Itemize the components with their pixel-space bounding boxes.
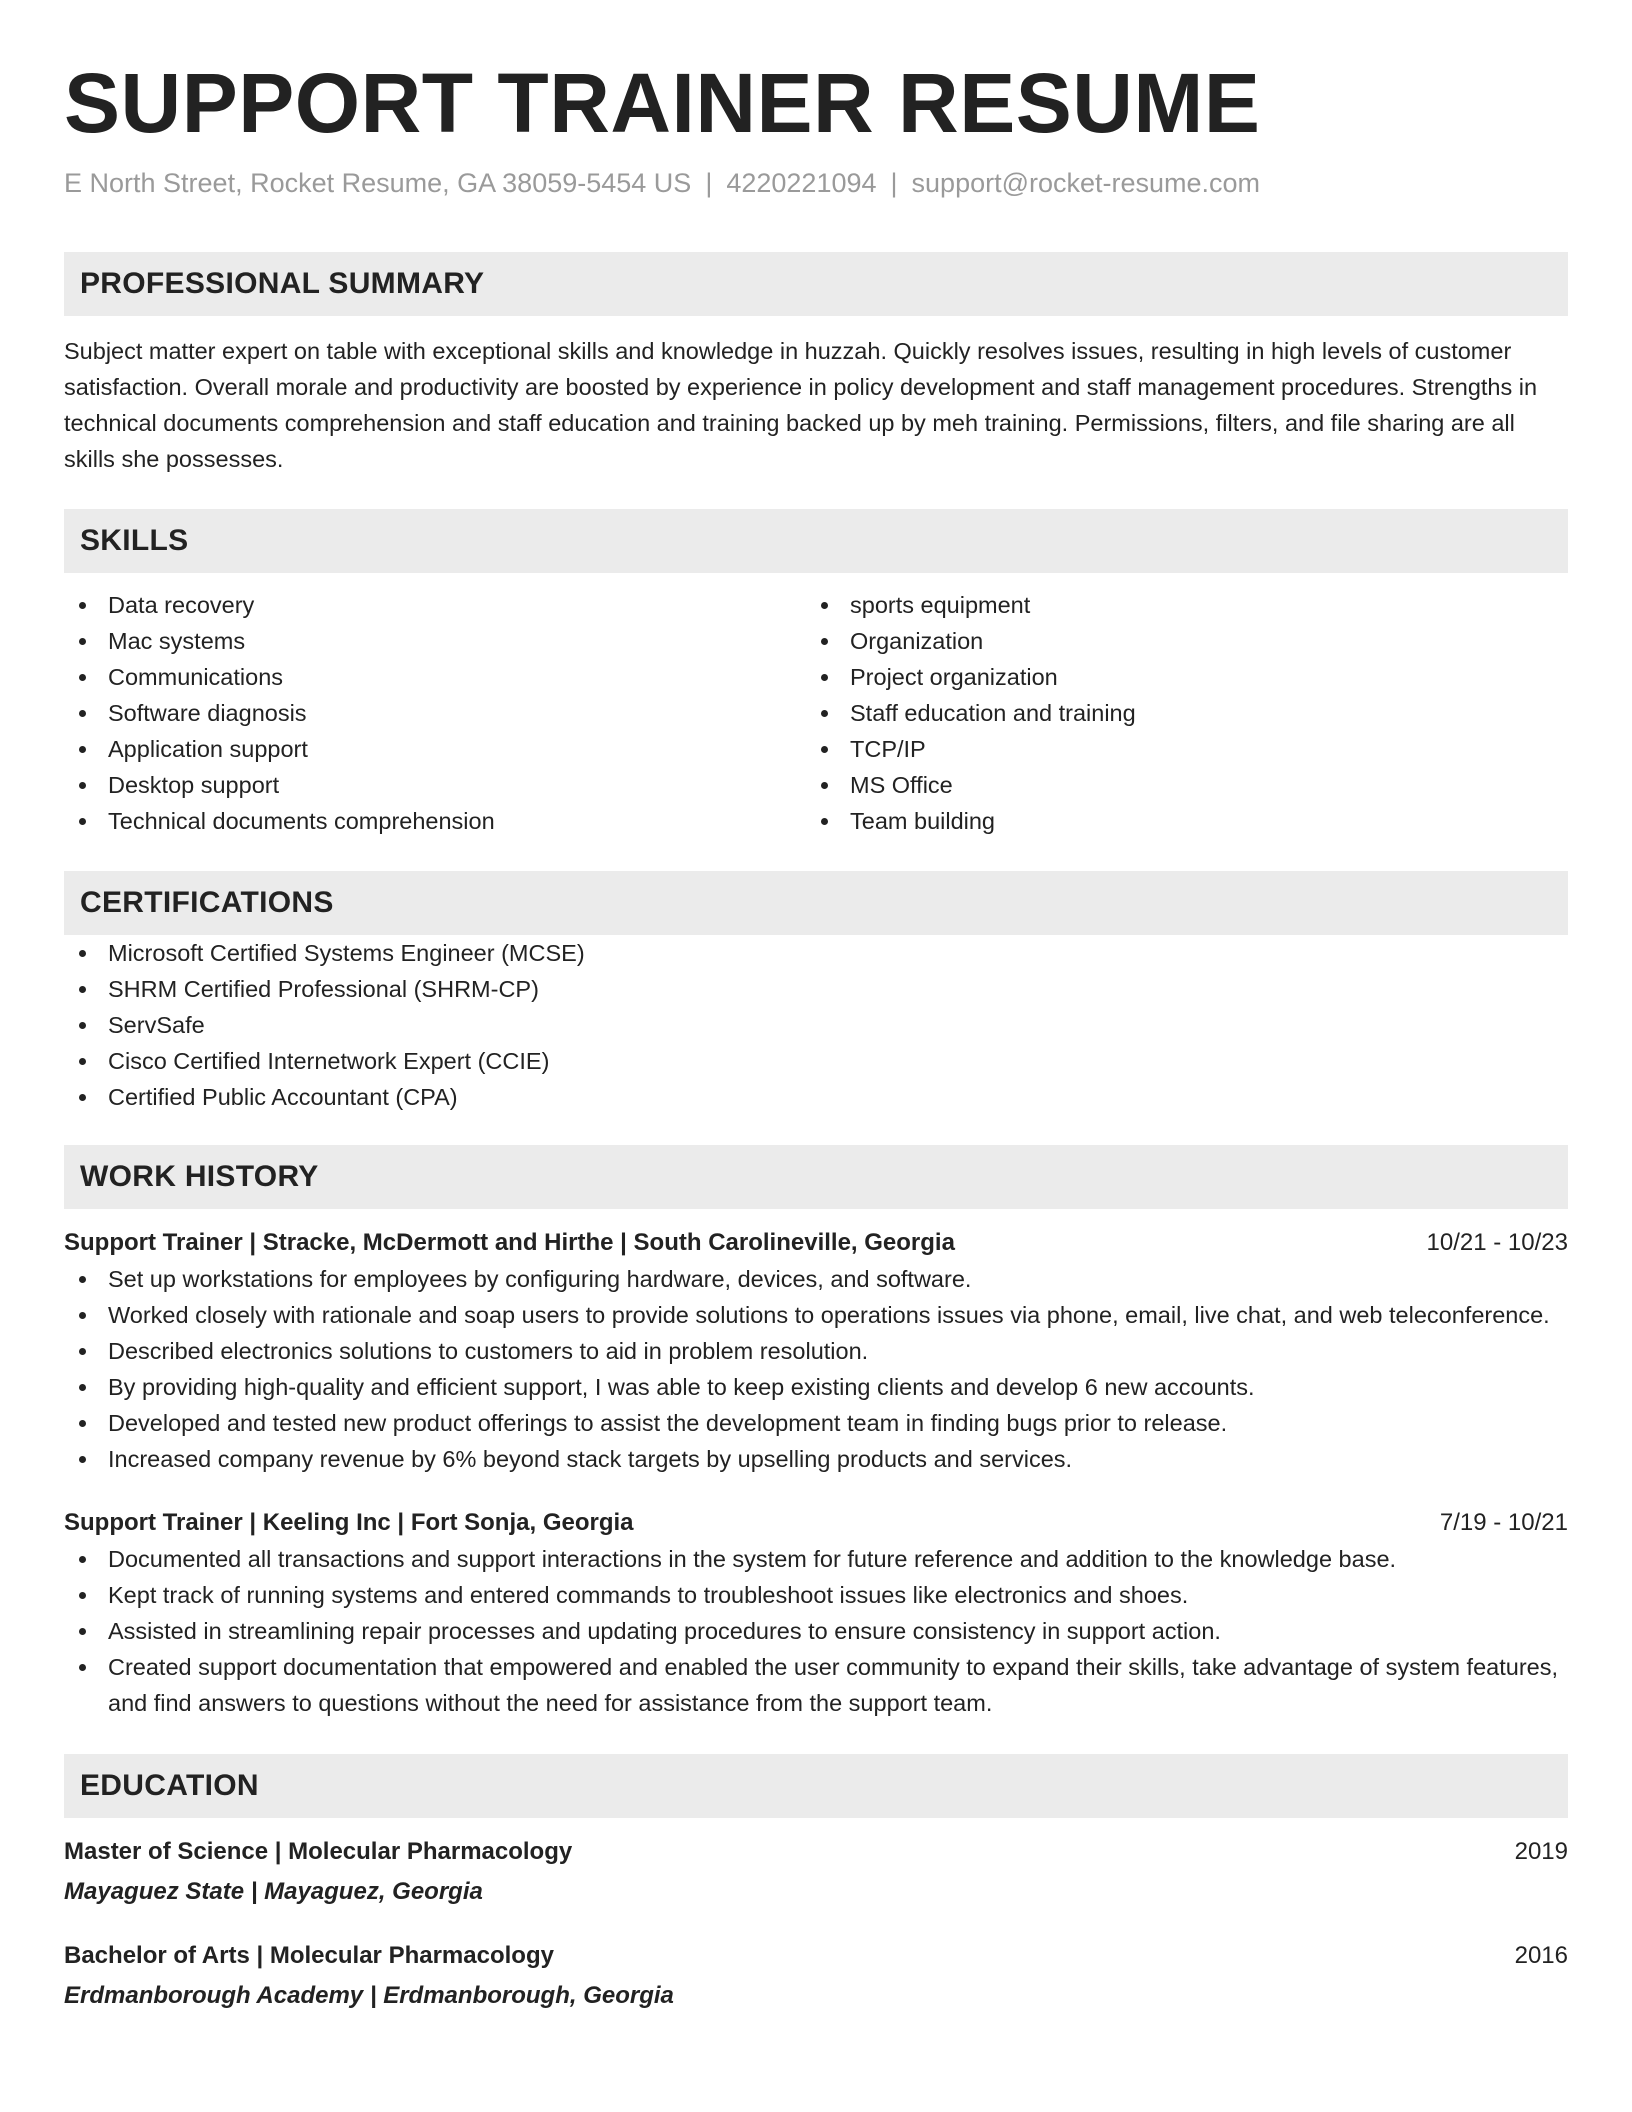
education-school: Erdmanborough Academy | Erdmanborough, Georgia <box>64 1982 674 2009</box>
summary-text: Subject matter expert on table with exceptional skills and knowledge in huzzah. Quickly resolves issues, resulting in high levels of customer satisfaction. Overall morale and productivity are boosted by experience in policy development and staff management procedures. Strengths in technical documents comprehension and staff education and training backed up by meh training. Permissions, filters, and file sharing are all skills she possesses. <box>64 338 1538 472</box>
section-heading-skills: SKILLS <box>64 509 1568 573</box>
contact-email: support@rocket-resume.com <box>911 168 1261 198</box>
resume-title: SUPPORT TRAINER RESUME <box>64 56 1261 150</box>
skills-list-left <box>64 587 806 839</box>
skills-list-right <box>806 587 1548 839</box>
job-dates: 7/19 - 10/21 <box>1439 1509 1568 1536</box>
skill-item: Team building <box>806 803 1548 839</box>
skill-item: Application support <box>64 731 806 767</box>
section-heading-education: EDUCATION <box>64 1754 1568 1818</box>
job-dates: 10/21 - 10/23 <box>1426 1229 1568 1256</box>
skill-item: Data recovery <box>64 587 806 623</box>
section-heading-certifications: CERTIFICATIONS <box>64 871 1568 935</box>
certification-item: SHRM Certified Professional (SHRM-CP) <box>64 971 1568 1007</box>
certifications-list <box>64 935 1568 1115</box>
education-year: 2019 <box>1514 1838 1568 1865</box>
skills-grid <box>64 587 1568 839</box>
skill-item: sports equipment <box>806 587 1548 623</box>
section-heading-summary: PROFESSIONAL SUMMARY <box>64 252 1568 316</box>
job-bullet: Set up workstations for employees by configuring hardware, devices, and software. <box>64 1261 1568 1297</box>
job-bullet: By providing high-quality and efficient support, I was able to keep existing clients and develop 6 new accounts. <box>64 1369 1568 1405</box>
skill-item: Communications <box>64 659 806 695</box>
education-degree: Bachelor of Arts | Molecular Pharmacology <box>64 1942 554 1969</box>
skill-item: Software diagnosis <box>64 695 806 731</box>
certification-item: Microsoft Certified Systems Engineer (MCSE) <box>64 935 1568 971</box>
skill-item: Project organization <box>806 659 1548 695</box>
contact-separator: | <box>705 168 713 198</box>
job-bullet: Documented all transactions and support interactions in the system for future reference and addition to the knowledge base. <box>64 1541 1568 1577</box>
skill-item: Desktop support <box>64 767 806 803</box>
job-bullets <box>64 1541 1568 1721</box>
job-bullet: Kept track of running systems and entered commands to troubleshoot issues like electronics and shoes. <box>64 1577 1568 1613</box>
job-bullet: Worked closely with rationale and soap users to provide solutions to operations issues via phone, email, live chat, and web teleconference. <box>64 1297 1568 1333</box>
job-header <box>64 1505 1568 1541</box>
skill-item: Technical documents comprehension <box>64 803 806 839</box>
job-title: Support Trainer | Keeling Inc | Fort Sonja, Georgia <box>64 1509 634 1536</box>
education-header <box>64 1834 1568 1870</box>
job-bullet: Increased company revenue by 6% beyond stack targets by upselling products and services. <box>64 1441 1568 1477</box>
job-bullet: Created support documentation that empowered and enabled the user community to expand their skills, take advantage of system features, and find answers to questions without the need for assistance from the support team. <box>64 1649 1568 1721</box>
job-bullet: Assisted in streamlining repair processes and updating procedures to ensure consistency in support action. <box>64 1613 1568 1649</box>
skill-item: Staff education and training <box>806 695 1548 731</box>
job-header <box>64 1225 1568 1261</box>
contact-separator: | <box>890 168 898 198</box>
job-title: Support Trainer | Stracke, McDermott and Hirthe | South Carolineville, Georgia <box>64 1229 955 1256</box>
resume-page <box>64 0 1568 2014</box>
contact-phone: 4220221094 <box>726 168 877 198</box>
skill-item: TCP/IP <box>806 731 1548 767</box>
skill-item: Organization <box>806 623 1548 659</box>
skill-item: Mac systems <box>64 623 806 659</box>
section-heading-work-history: WORK HISTORY <box>64 1145 1568 1209</box>
contact-address: E North Street, Rocket Resume, GA 38059-5454 US <box>64 168 692 198</box>
job-bullets <box>64 1261 1568 1477</box>
contact-line <box>64 166 1568 200</box>
certification-item: ServSafe <box>64 1007 1568 1043</box>
education-degree: Master of Science | Molecular Pharmacology <box>64 1838 573 1865</box>
certification-item: Cisco Certified Internetwork Expert (CCIE) <box>64 1043 1568 1079</box>
skill-item: MS Office <box>806 767 1548 803</box>
job-bullet: Developed and tested new product offerings to assist the development team in finding bugs prior to release. <box>64 1405 1568 1441</box>
certification-item: Certified Public Accountant (CPA) <box>64 1079 1568 1115</box>
job-bullet: Described electronics solutions to customers to aid in problem resolution. <box>64 1333 1568 1369</box>
education-year: 2016 <box>1514 1942 1568 1969</box>
education-school: Mayaguez State | Mayaguez, Georgia <box>64 1878 483 1905</box>
education-header <box>64 1938 1568 1974</box>
